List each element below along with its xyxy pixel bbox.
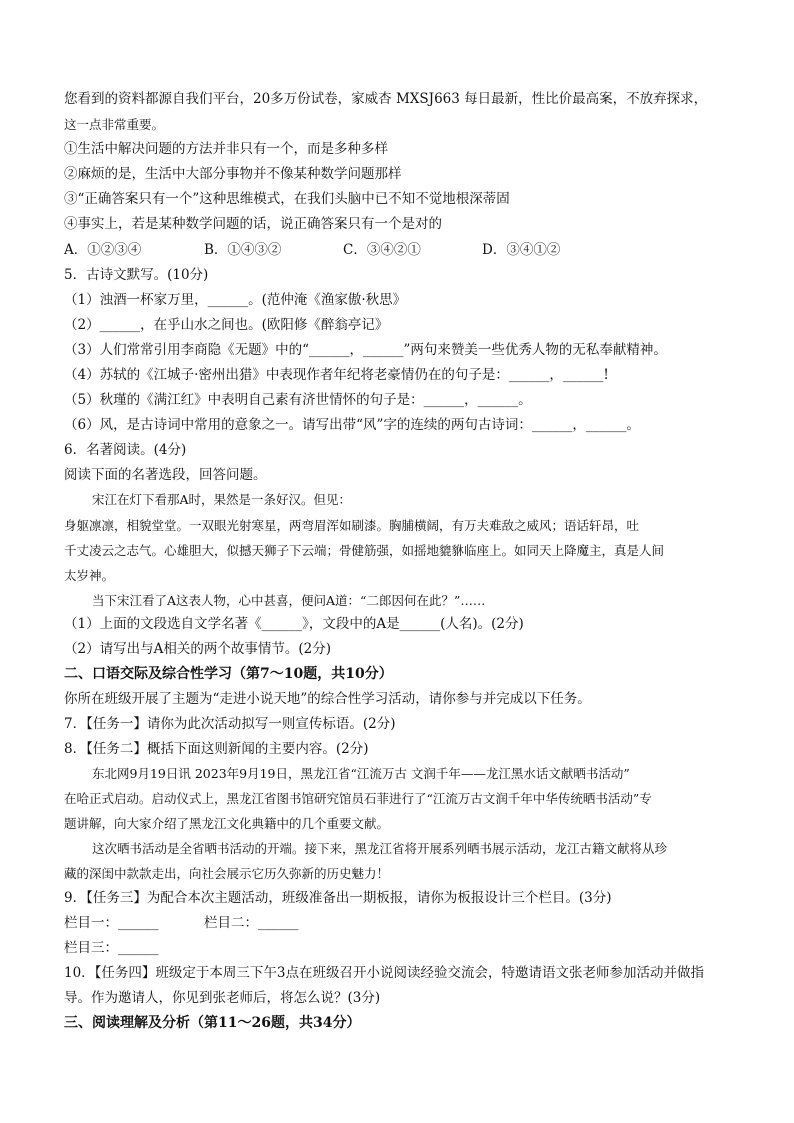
q5-title: 5．古诗文默写。(10分) (64, 267, 209, 283)
section-3-title: 三、阅读理解及分析（第11～26题，共34分） (64, 1015, 361, 1031)
q5-item-2: （2）______，在乎山水之间也。(欧阳修《醉翁亭记》 (64, 317, 389, 333)
column-2-blank: 栏目二：______ (204, 915, 299, 931)
q4-item-4: ④事实上，若是某种数学问题的话，说正确答案只有一个是对的 (64, 216, 442, 232)
news-line-5: 藏的深闺中款款走出，向社会展示它历久弥新的历史魅力！ (64, 866, 390, 881)
section-2-intro: 你所在班级开展了主题为“走进小说天地”的综合性学习活动，请你参与并完成以下任务。 (64, 691, 591, 707)
q7-text: 7．【任务一】请你为此次活动拟写一则宣传标语。(2分) (64, 716, 396, 732)
header-line-1: 您看到的资料都源自我们平台，20多万份试卷，家威杏 MXSJ663 每日最新，性比价最高案，不放弃探求， (64, 91, 708, 107)
q4-option-b: B．①④③② (204, 242, 282, 258)
q4-option-c: C．③④②① (343, 242, 421, 258)
q5-item-4: （4）苏轼的《江城子·密州出猎》中表现作者年纪将老豪情仍在的句子是：______，______! (64, 367, 609, 383)
q6-question-2: （2）请写出与A相关的两个故事情节。(2分) (64, 641, 331, 657)
q6-passage-1: 宋江在灯下看那A时，果然是一条好汉。但见： (92, 492, 352, 507)
news-line-3: 题讲解，向大家介绍了黑龙江文化典籍中的几个重要文献。 (64, 816, 390, 831)
q4-item-2: ②麻烦的是，生活中大部分事物并不像某种数学问题那样 (64, 166, 402, 182)
q4-item-1: ①生活中解决问题的方法并非只有一个，而是多种多样 (64, 141, 388, 157)
q5-item-3: （3）人们常常引用李商隐《无题》中的“______，______”两句来赞美一些优秀人物的无私奉献精神。 (64, 342, 667, 358)
q9-text: 9．【任务三】为配合本次主题活动，班级准备出一期板报，请你为板报设计三个栏目。(3分) (64, 890, 612, 906)
news-line-2: 在哈正式启动。启动仪式上，黑龙江省图书馆研究馆员石菲进行了“江流万古文润千年中华传统晒书活动”专 (64, 791, 652, 806)
q5-item-1: （1）浊酒一杯家万里，______。(范仲淹《渔家傲·秋思》 (64, 292, 407, 308)
column-1-blank: 栏目一：______ (64, 915, 159, 931)
column-3-blank: 栏目三：______ (64, 940, 159, 956)
q10-line-1: 10．【任务四】班级定于本周三下午3点在班级召开小说阅读经验交流会，特邀请语文张老师参加活动并做指 (64, 965, 705, 981)
q6-title: 6．名著阅读。(4分) (64, 442, 187, 458)
q6-passage-3: 千丈凌云之志气。心雄胆大，似撼天狮子下云端；骨健筋强，如摇地貔貅临座上。如同天上降魔主，真是人间 (64, 543, 665, 558)
section-2-title: 二、口语交际及综合性学习（第7～10题，共10分） (64, 666, 393, 682)
q4-option-a: A．①②③④ (64, 242, 142, 258)
q10-line-2: 导。作为邀请人，你见到张老师后，将怎么说？(3分) (64, 990, 381, 1006)
q6-passage-2: 身躯凛凛，相貌堂堂。一双眼光射寒星，两弯眉浑如刷漆。胸脯横阔，有万夫难敌之威风；语话轩昂，吐 (64, 518, 640, 533)
q8-text: 8．【任务二】概括下面这则新闻的主要内容。(2分) (64, 741, 369, 757)
q6-question-1: （1）上面的文段选自文学名著《______》，文段中的A是______(人名)。(2分) (64, 616, 524, 632)
news-line-1: 东北网9月19日讯 2023年9月19日，黑龙江省“江流万古 文润千年——龙江黑水话文献晒书活动” (92, 766, 630, 781)
q4-item-3: ③“正确答案只有一个”这种思维模式，在我们头脑中已不知不觉地根深蒂固 (64, 191, 510, 207)
q5-item-6: （6）风，是古诗词中常用的意象之一。请写出带“风”字的连续的两句古诗词：______，______。 (64, 417, 640, 433)
q6-passage-4: 太岁神。 (64, 568, 115, 583)
q5-item-5: （5）秋瑾的《满江红》中表明自己素有济世情怀的句子是：______，______。 (64, 392, 532, 408)
header-line-2: 这一点非常重要。 (64, 117, 165, 132)
q6-intro: 阅读下面的名著选段，回答问题。 (64, 467, 267, 483)
news-line-4: 这次晒书活动是全省晒书活动的开端。接下来，黑龙江省将开展系列晒书展示活动，龙江古籍文献将从珍 (92, 841, 668, 856)
q6-passage-5: 当下宋江看了A这表人物，心中甚喜，便问A道：“二郎因何在此？”…… (92, 593, 486, 608)
q4-option-d: D．③④①② (482, 242, 561, 258)
